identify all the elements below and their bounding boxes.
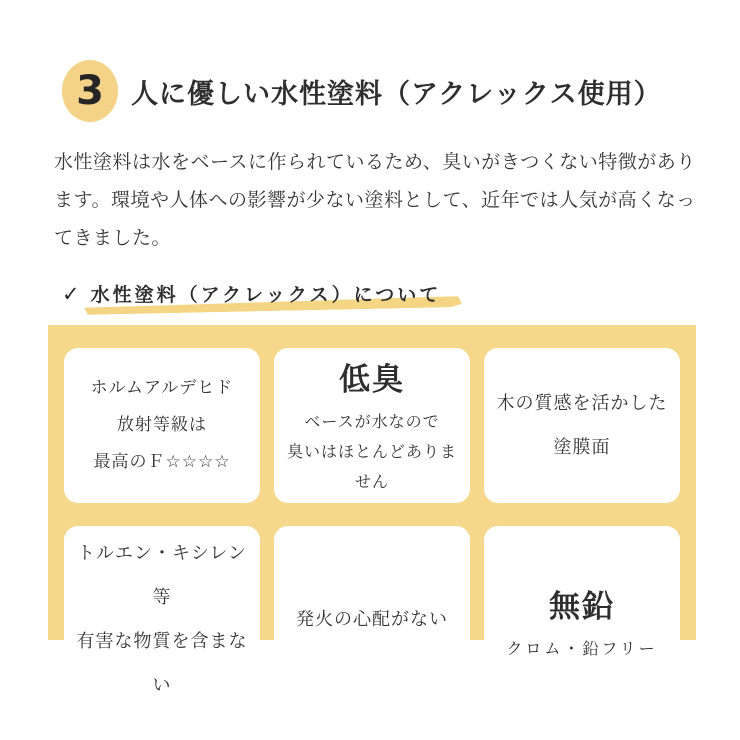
feature-card-line: クロム・鉛フリー — [506, 639, 658, 658]
feature-card-line: 木の質感を活かした — [496, 392, 668, 414]
intro-line: 水性塗料は水をベースに作られているため、臭いがきつくない特徴があり — [54, 151, 696, 173]
feature-card-formaldehyde — [64, 348, 260, 503]
section-header — [62, 60, 662, 122]
feature-card-title: 低臭 — [339, 362, 405, 398]
feature-box — [48, 325, 696, 696]
feature-card-line: トルエン・キシレン等 — [77, 543, 247, 608]
step-number-badge: 3 — [62, 60, 118, 122]
section-heading — [62, 280, 441, 307]
intro-line: てきました。 — [54, 227, 172, 249]
checkmark-icon: ✓ — [62, 281, 80, 306]
feature-card-line: 塗膜面 — [553, 436, 611, 458]
page-title: 人に優しい水性塗料（アクレックス使用） — [131, 78, 662, 110]
intro-line: ます。環境や人体への影響が少ない塗料として、近年では人気が高くなっ — [54, 189, 696, 211]
feature-card-lead-free — [484, 526, 680, 714]
feature-card-no-toluene — [64, 526, 260, 714]
feature-card-line: ホルムアルデヒド — [90, 378, 234, 398]
feature-card-title: 無鉛 — [549, 589, 615, 625]
feature-card-line: 有害な物質を含まない — [76, 631, 248, 696]
feature-card-low-odor — [274, 348, 470, 503]
feature-card-line: 放射等級は — [117, 415, 207, 435]
section-heading-label: 水性塗料（アクレックス）について — [90, 284, 442, 306]
feature-card-wood-texture — [484, 348, 680, 503]
feature-card-line: ベースが水なので — [304, 412, 440, 431]
feature-card-no-ignition — [274, 526, 470, 714]
intro-paragraph — [54, 143, 704, 257]
feature-card-line: 臭いはほとんどありません — [286, 442, 457, 491]
feature-card-line: 最高のＦ☆☆☆☆ — [93, 452, 231, 472]
feature-card-line: 発火の心配がない — [296, 609, 448, 630]
